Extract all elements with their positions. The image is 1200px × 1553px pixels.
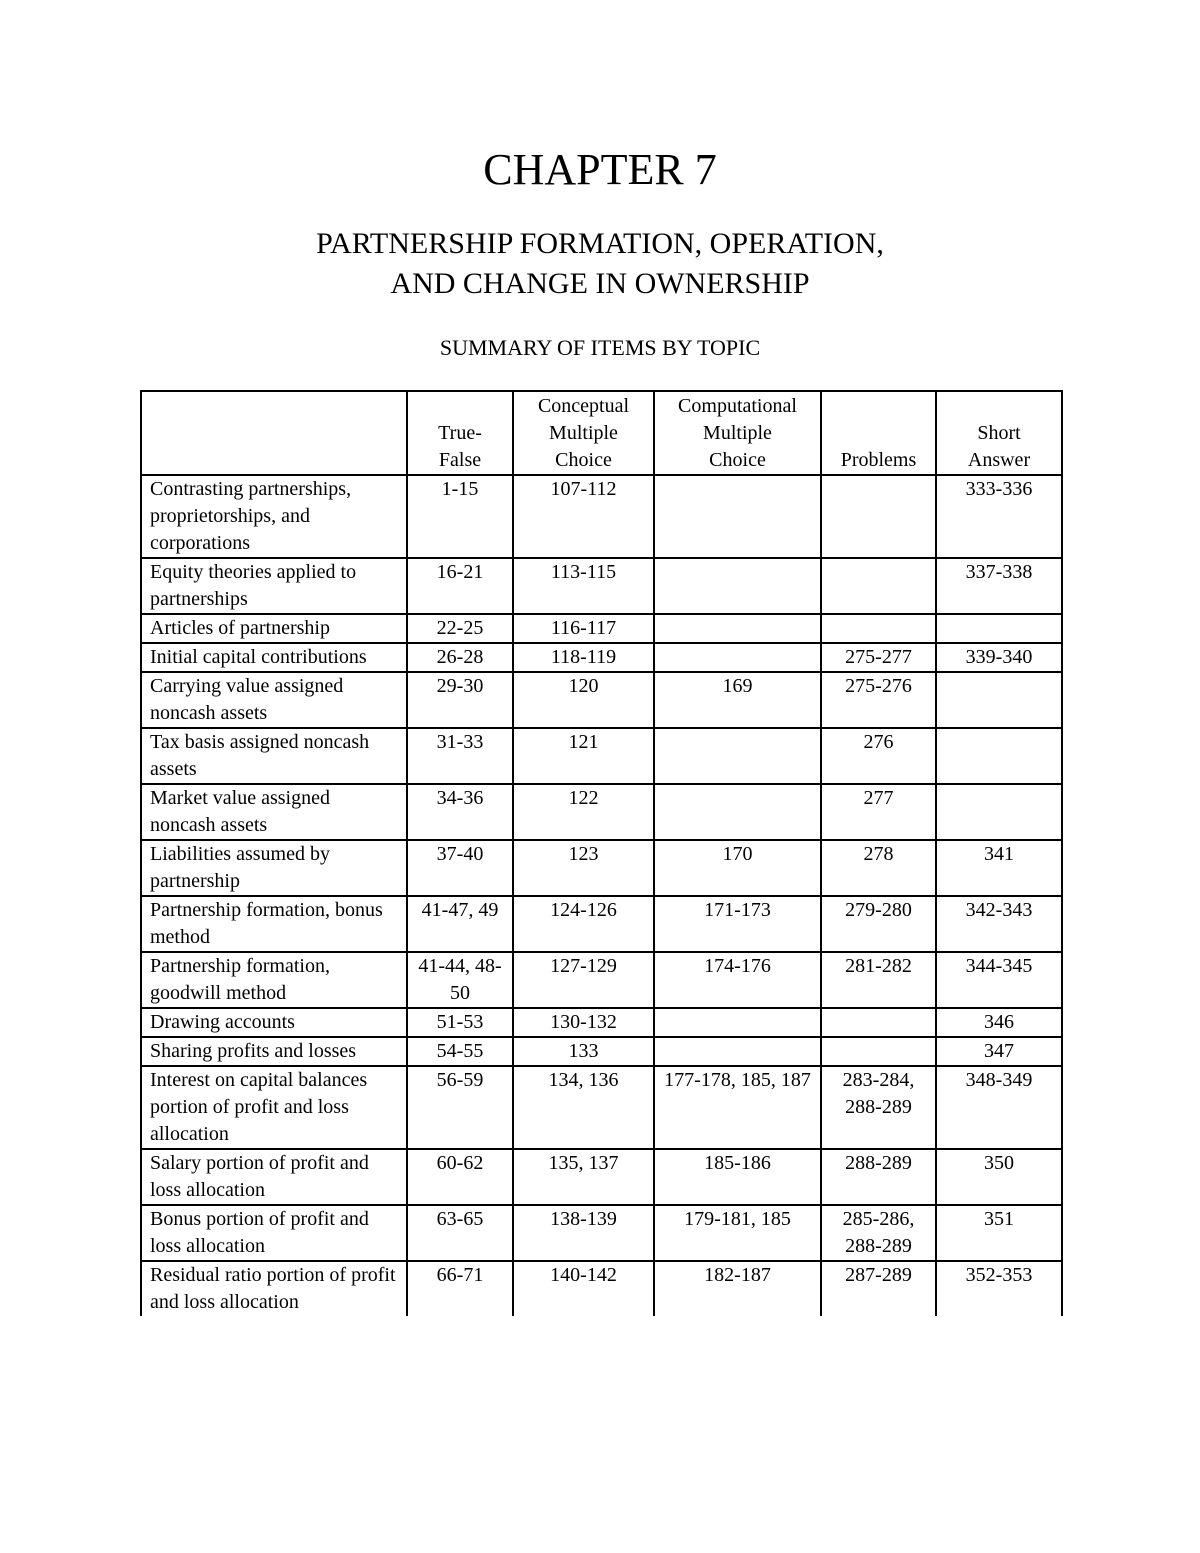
cell-short-answer: 333-336 bbox=[936, 475, 1062, 558]
header-label-line: Computational bbox=[678, 395, 797, 417]
cell-true-false: 56-59 bbox=[407, 1066, 513, 1149]
chapter-title: CHAPTER 7 bbox=[483, 145, 717, 194]
cell-short-answer: 350 bbox=[936, 1149, 1062, 1205]
cell-short-answer: 337-338 bbox=[936, 558, 1062, 614]
cell-computational-mc: 171-173 bbox=[654, 896, 821, 952]
cell-short-answer: 342-343 bbox=[936, 896, 1062, 952]
table-row bbox=[141, 1066, 1062, 1149]
cell-problems: 288-289 bbox=[821, 1149, 936, 1205]
cell-topic: Residual ratio portion of profit and loss allocation bbox=[141, 1261, 407, 1316]
cell-topic: Interest on capital balances portion of profit and loss allocation bbox=[141, 1066, 407, 1149]
header-computational-mc bbox=[654, 391, 821, 475]
cell-conceptual-mc: 130-132 bbox=[513, 1008, 654, 1037]
cell-computational-mc bbox=[654, 1037, 821, 1066]
cell-computational-mc: 179-181, 185 bbox=[654, 1205, 821, 1261]
header-label-line: Multiple bbox=[703, 422, 772, 444]
cell-problems bbox=[821, 1037, 936, 1066]
table-row bbox=[141, 1149, 1062, 1205]
cell-computational-mc: 182-187 bbox=[654, 1261, 821, 1316]
table-row bbox=[141, 1037, 1062, 1066]
cell-topic: Market value assigned noncash assets bbox=[141, 784, 407, 840]
header-label-line: True- bbox=[438, 422, 482, 444]
cell-problems: 283-284, 288-289 bbox=[821, 1066, 936, 1149]
header-label-line: False bbox=[438, 449, 482, 471]
header-label-line: Answer bbox=[967, 449, 1031, 471]
cell-computational-mc: 169 bbox=[654, 672, 821, 728]
cell-topic: Articles of partnership bbox=[141, 614, 407, 643]
header-true-false bbox=[407, 391, 513, 475]
cell-conceptual-mc: 124-126 bbox=[513, 896, 654, 952]
cell-problems: 281-282 bbox=[821, 952, 936, 1008]
cell-short-answer: 351 bbox=[936, 1205, 1062, 1261]
cell-computational-mc bbox=[654, 614, 821, 643]
cell-conceptual-mc: 123 bbox=[513, 840, 654, 896]
cell-true-false: 31-33 bbox=[407, 728, 513, 784]
header-short-answer bbox=[936, 391, 1062, 475]
cell-problems bbox=[821, 558, 936, 614]
cell-conceptual-mc: 135, 137 bbox=[513, 1149, 654, 1205]
cell-true-false: 1-15 bbox=[407, 475, 513, 558]
cell-short-answer: 341 bbox=[936, 840, 1062, 896]
cell-conceptual-mc: 121 bbox=[513, 728, 654, 784]
cell-topic: Contrasting partnerships, proprietorships, and corporations bbox=[141, 475, 407, 558]
cell-problems: 278 bbox=[821, 840, 936, 896]
cell-true-false: 29-30 bbox=[407, 672, 513, 728]
summary-table-container bbox=[140, 390, 1061, 1316]
cell-conceptual-mc: 140-142 bbox=[513, 1261, 654, 1316]
cell-problems bbox=[821, 475, 936, 558]
header-label-line: Problems bbox=[840, 449, 917, 471]
cell-true-false: 37-40 bbox=[407, 840, 513, 896]
header-conceptual-mc bbox=[513, 391, 654, 475]
header-topic bbox=[141, 391, 407, 475]
cell-problems: 276 bbox=[821, 728, 936, 784]
cell-problems: 275-276 bbox=[821, 672, 936, 728]
cell-short-answer: 348-349 bbox=[936, 1066, 1062, 1149]
table-row bbox=[141, 784, 1062, 840]
cell-conceptual-mc: 133 bbox=[513, 1037, 654, 1066]
cell-short-answer bbox=[936, 614, 1062, 643]
cell-topic: Liabilities assumed by partnership bbox=[141, 840, 407, 896]
summary-table bbox=[140, 390, 1063, 1316]
header-problems bbox=[821, 391, 936, 475]
cell-true-false: 26-28 bbox=[407, 643, 513, 672]
cell-true-false: 54-55 bbox=[407, 1037, 513, 1066]
cell-short-answer bbox=[936, 784, 1062, 840]
cell-topic: Sharing profits and losses bbox=[141, 1037, 407, 1066]
header-label-line: Choice bbox=[709, 449, 766, 471]
table-row bbox=[141, 728, 1062, 784]
cell-short-answer bbox=[936, 672, 1062, 728]
header-label-line: Multiple bbox=[549, 422, 618, 444]
cell-problems: 287-289 bbox=[821, 1261, 936, 1316]
cell-problems: 275-277 bbox=[821, 643, 936, 672]
cell-conceptual-mc: 118-119 bbox=[513, 643, 654, 672]
cell-conceptual-mc: 113-115 bbox=[513, 558, 654, 614]
cell-computational-mc bbox=[654, 475, 821, 558]
cell-problems: 277 bbox=[821, 784, 936, 840]
table-row bbox=[141, 1205, 1062, 1261]
cell-short-answer: 347 bbox=[936, 1037, 1062, 1066]
cell-true-false: 41-44, 48-50 bbox=[407, 952, 513, 1008]
cell-conceptual-mc: 107-112 bbox=[513, 475, 654, 558]
cell-topic: Partnership formation, bonus method bbox=[141, 896, 407, 952]
cell-topic: Initial capital contributions bbox=[141, 643, 407, 672]
cell-short-answer: 339-340 bbox=[936, 643, 1062, 672]
cell-computational-mc bbox=[654, 728, 821, 784]
cell-computational-mc: 185-186 bbox=[654, 1149, 821, 1205]
table-row bbox=[141, 475, 1062, 558]
cell-computational-mc: 170 bbox=[654, 840, 821, 896]
cell-topic: Partnership formation, goodwill method bbox=[141, 952, 407, 1008]
cell-true-false: 34-36 bbox=[407, 784, 513, 840]
cell-topic: Drawing accounts bbox=[141, 1008, 407, 1037]
summary-heading: SUMMARY OF ITEMS BY TOPIC bbox=[439, 335, 761, 360]
cell-short-answer: 352-353 bbox=[936, 1261, 1062, 1316]
table-row bbox=[141, 840, 1062, 896]
cell-topic: Bonus portion of profit and loss allocation bbox=[141, 1205, 407, 1261]
header-label-line: Short bbox=[977, 422, 1021, 444]
table-row bbox=[141, 643, 1062, 672]
cell-computational-mc bbox=[654, 643, 821, 672]
cell-conceptual-mc: 138-139 bbox=[513, 1205, 654, 1261]
cell-problems bbox=[821, 614, 936, 643]
cell-topic: Salary portion of profit and loss allocation bbox=[141, 1149, 407, 1205]
cell-short-answer bbox=[936, 728, 1062, 784]
cell-computational-mc bbox=[654, 558, 821, 614]
cell-true-false: 51-53 bbox=[407, 1008, 513, 1037]
table-row bbox=[141, 1261, 1062, 1316]
cell-topic: Equity theories applied to partnerships bbox=[141, 558, 407, 614]
cell-problems: 285-286, 288-289 bbox=[821, 1205, 936, 1261]
table-row bbox=[141, 614, 1062, 643]
table-row bbox=[141, 672, 1062, 728]
cell-topic: Carrying value assigned noncash assets bbox=[141, 672, 407, 728]
cell-computational-mc bbox=[654, 1008, 821, 1037]
table-row bbox=[141, 896, 1062, 952]
cell-computational-mc: 177-178, 185, 187 bbox=[654, 1066, 821, 1149]
cell-true-false: 66-71 bbox=[407, 1261, 513, 1316]
table-body bbox=[141, 475, 1062, 1316]
cell-true-false: 41-47, 49 bbox=[407, 896, 513, 952]
table-header-row bbox=[141, 391, 1062, 475]
header-label-line: Conceptual bbox=[537, 395, 630, 417]
chapter-subtitle bbox=[0, 224, 1200, 304]
cell-true-false: 16-21 bbox=[407, 558, 513, 614]
cell-true-false: 60-62 bbox=[407, 1149, 513, 1205]
cell-conceptual-mc: 116-117 bbox=[513, 614, 654, 643]
cell-short-answer: 346 bbox=[936, 1008, 1062, 1037]
cell-computational-mc: 174-176 bbox=[654, 952, 821, 1008]
cell-true-false: 63-65 bbox=[407, 1205, 513, 1261]
cell-conceptual-mc: 120 bbox=[513, 672, 654, 728]
table-row bbox=[141, 558, 1062, 614]
cell-conceptual-mc: 127-129 bbox=[513, 952, 654, 1008]
cell-problems: 279-280 bbox=[821, 896, 936, 952]
cell-short-answer: 344-345 bbox=[936, 952, 1062, 1008]
subtitle-line-1: PARTNERSHIP FORMATION, OPERATION, bbox=[316, 227, 884, 260]
cell-computational-mc bbox=[654, 784, 821, 840]
cell-conceptual-mc: 134, 136 bbox=[513, 1066, 654, 1149]
table-row bbox=[141, 1008, 1062, 1037]
cell-problems bbox=[821, 1008, 936, 1037]
cell-conceptual-mc: 122 bbox=[513, 784, 654, 840]
subtitle-line-2: AND CHANGE IN OWNERSHIP bbox=[390, 267, 810, 300]
cell-topic: Tax basis assigned noncash assets bbox=[141, 728, 407, 784]
table-row bbox=[141, 952, 1062, 1008]
cell-true-false: 22-25 bbox=[407, 614, 513, 643]
header-label-line: Choice bbox=[555, 449, 612, 471]
